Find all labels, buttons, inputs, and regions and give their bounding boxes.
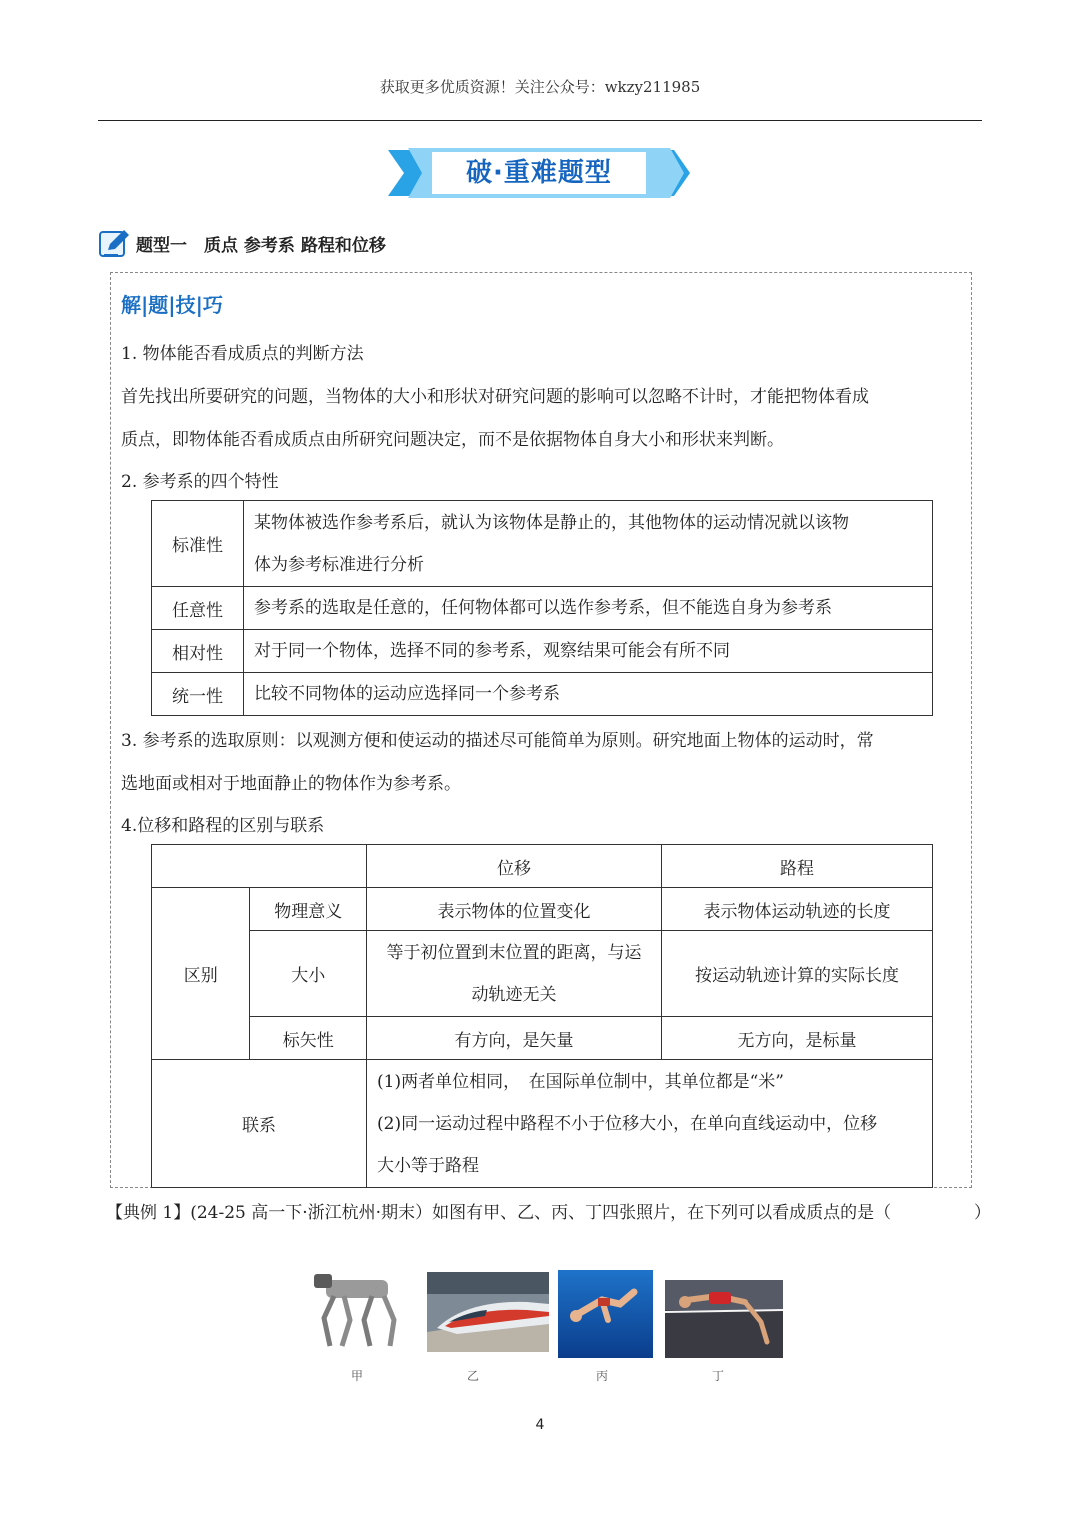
photo-diver xyxy=(558,1270,653,1358)
link-description xyxy=(367,1060,933,1188)
tip-2-heading: 2. 参考系的四个特性 xyxy=(121,472,279,492)
tip-1-heading: 1. 物体能否看成质点的判断方法 xyxy=(121,344,364,364)
example-question xyxy=(106,1198,991,1223)
cell-line: 动轨迹无关 xyxy=(471,984,557,1005)
photo-caption: 丙 xyxy=(595,1369,608,1383)
feature-desc: 比较不同物体的运动应选择同一个参考系 xyxy=(244,673,933,716)
example-text: 【典例 1】(24-25 高一下·浙江杭州·期末）如图有甲、乙、丙、丁四张照片，在下列可以看成质点的是（ xyxy=(106,1203,892,1223)
feature-desc xyxy=(244,501,933,587)
tip-3-line-2: 选地面或相对于地面静止的物体作为参考系。 xyxy=(121,774,461,794)
photo-caption: 乙 xyxy=(466,1369,479,1383)
feature-name: 相对性 xyxy=(152,630,244,673)
group-label-difference: 区别 xyxy=(152,888,250,1060)
feature-name: 标准性 xyxy=(152,501,244,587)
link-line: 大小等于路程 xyxy=(377,1155,479,1176)
cell-displacement xyxy=(367,931,662,1017)
feature-name: 任意性 xyxy=(152,587,244,630)
section-banner xyxy=(388,146,690,200)
feature-desc-line: 某物体被选作参考系后，就认为该物体是静止的，其他物体的运动情况就以该物 xyxy=(254,512,849,533)
photo-caption: 甲 xyxy=(350,1369,363,1383)
link-line: (1)两者单位相同， 在国际单位制中，其单位都是“米” xyxy=(377,1071,784,1092)
displacement-path-table xyxy=(151,844,933,1188)
photo-caption: 丁 xyxy=(711,1369,724,1383)
feature-name: 统一性 xyxy=(152,673,244,716)
section-heading-label: 题型一 质点 参考系 路程和位移 xyxy=(136,236,386,256)
tip-1-line-1: 首先找出所要研究的问题，当物体的大小和形状对研究问题的影响可以忽略不计时，才能把物体看成 xyxy=(121,387,869,407)
column-header-path: 路程 xyxy=(662,845,933,888)
cell-displacement: 表示物体的位置变化 xyxy=(367,888,662,931)
table-row xyxy=(152,1017,933,1060)
table-row xyxy=(152,630,933,673)
banner-title: 破·重难题型 xyxy=(466,158,612,188)
tip-3-line-1: 3. 参考系的选取原则：以观测方便和使运动的描述尽可能简单为原则。研究地面上物体的运动时，常 xyxy=(121,731,874,751)
edit-note-icon xyxy=(98,226,132,260)
cell-line: 等于初位置到末位置的距离，与运 xyxy=(386,942,642,963)
table-row xyxy=(152,587,933,630)
answer-bracket-close: ） xyxy=(974,1203,991,1223)
row-label: 大小 xyxy=(250,931,367,1017)
feature-desc: 对于同一个物体，选择不同的参考系，观察结果可能会有所不同 xyxy=(244,630,933,673)
row-label: 物理意义 xyxy=(250,888,367,931)
column-header-displacement: 位移 xyxy=(367,845,662,888)
feature-desc: 参考系的选取是任意的，任何物体都可以选作参考系，但不能选自身为参考系 xyxy=(244,587,933,630)
page-number: 4 xyxy=(535,1417,545,1433)
cell-path: 按运动轨迹计算的实际长度 xyxy=(662,931,933,1017)
feature-desc-line: 体为参考标准进行分析 xyxy=(254,554,424,575)
page-header: 获取更多优质资源！关注公众号：wkzy211985 xyxy=(379,78,701,96)
group-label-link: 联系 xyxy=(152,1060,367,1188)
row-label: 标矢性 xyxy=(250,1017,367,1060)
table-row xyxy=(152,931,933,1017)
tip-1-line-2: 质点，即物体能否看成质点由所研究问题决定，而不是依据物体自身大小和形状来判断。 xyxy=(121,430,784,450)
photo-high-jumper xyxy=(665,1280,783,1358)
cell-displacement: 有方向，是矢量 xyxy=(367,1017,662,1060)
empty-header-cell xyxy=(152,845,367,888)
cell-path: 表示物体运动轨迹的长度 xyxy=(662,888,933,931)
table-row xyxy=(152,845,933,888)
cell-path: 无方向，是标量 xyxy=(662,1017,933,1060)
photo-high-speed-train xyxy=(427,1272,549,1352)
table-row xyxy=(152,1060,933,1188)
table-row xyxy=(152,501,933,587)
reference-frame-table xyxy=(151,500,933,716)
link-line: (2)同一运动过程中路程不小于位移大小，在单向直线运动中，位移 xyxy=(377,1113,878,1134)
tips-title: 解|题|技|巧 xyxy=(121,293,223,317)
tip-4-heading: 4.位移和路程的区别与联系 xyxy=(121,816,325,836)
table-row xyxy=(152,888,933,931)
table-row xyxy=(152,673,933,716)
photo-robot-dog xyxy=(306,1266,406,1352)
header-rule xyxy=(98,120,982,121)
